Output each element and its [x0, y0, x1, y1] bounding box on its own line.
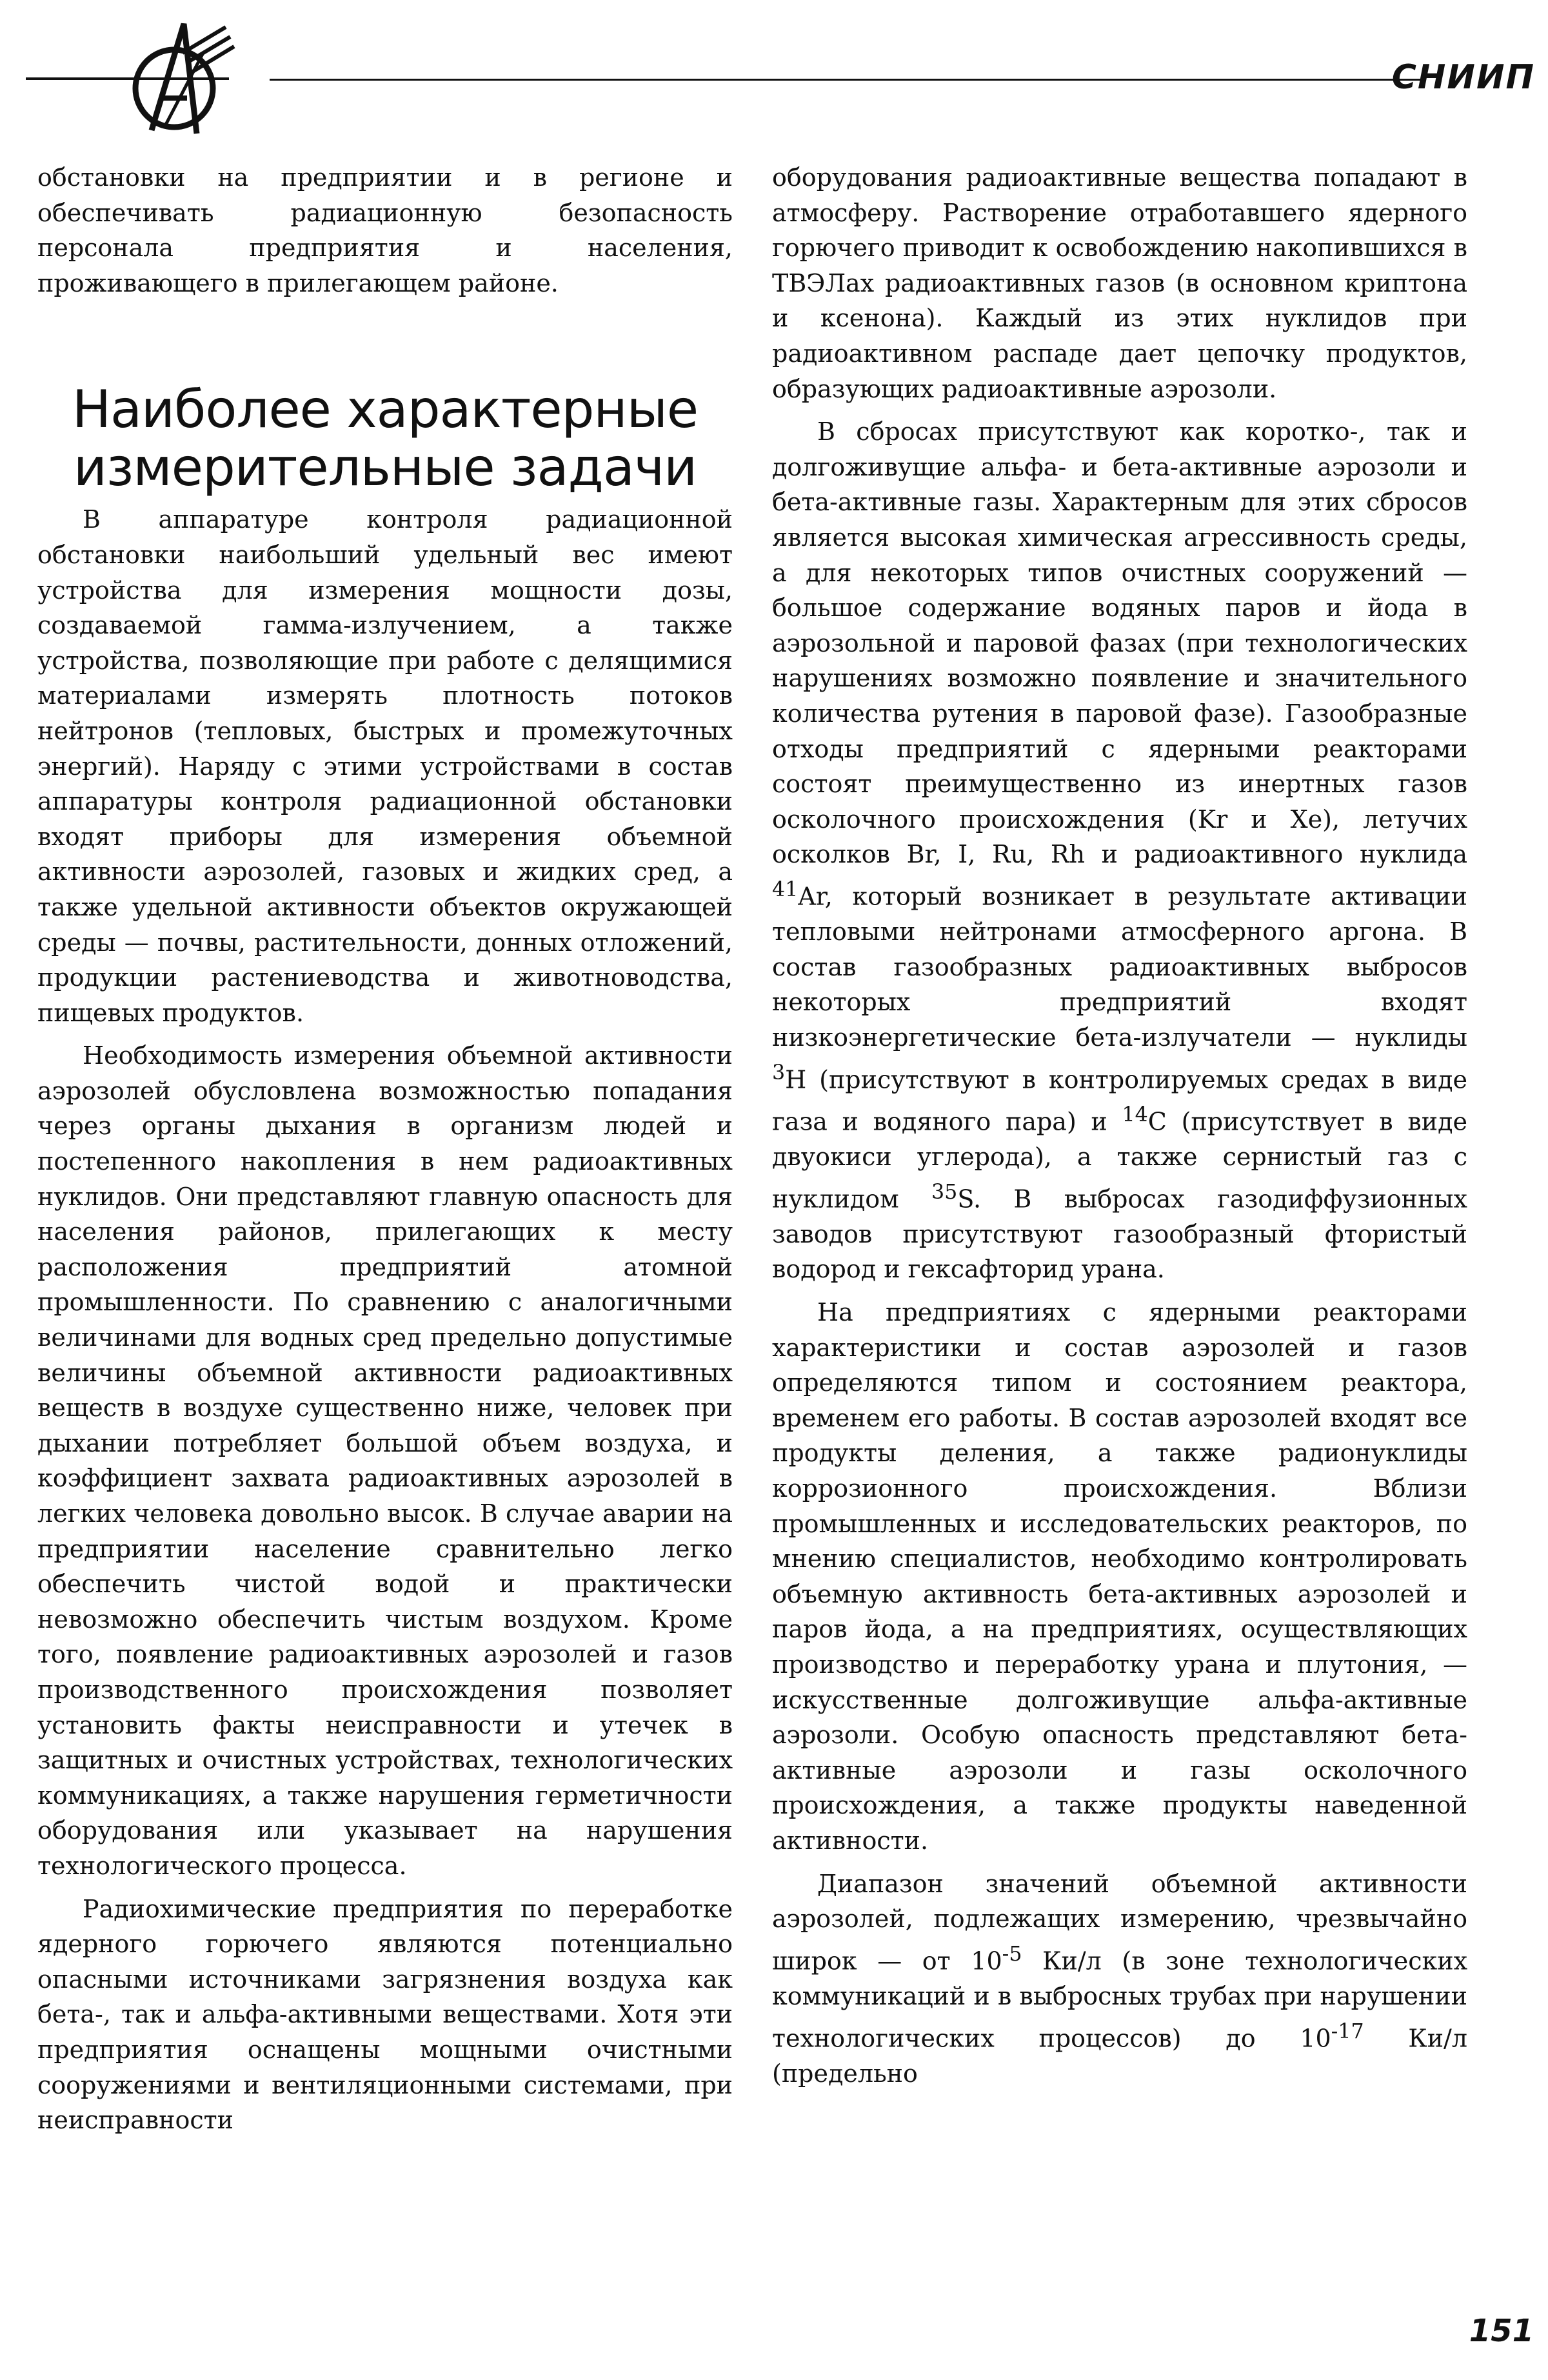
section-heading: Наиболее характерные измерительные задачи — [72, 379, 699, 498]
superscript: -5 — [1002, 1942, 1022, 1966]
text-run: Ки/л (предельно — [772, 2024, 1467, 2088]
left-column — [37, 160, 733, 2138]
body-paragraph: На предприятиях с ядерными реакторами характеристики и состав аэрозолей и газов определяются типом и состоянием реактора, временем его работы. В состав аэрозолей входят все продукты деления, а также радионуклиды коррозионного происхождения. Вблизи промышленных и исследовательских реакторов, по мнению специалистов, необходимо контролировать объемную активность бета-активных аэрозолей и паров йода, а на предприятиях, осуществляющих производство и переработку урана и плутония, — искусственные долгоживущие альфа-активные аэрозоли. Особую опасность представляют бета-активные аэрозоли и газы осколочного происхождения, а также продукты наведенной активности. — [772, 1298, 1467, 1855]
body-paragraph: В аппаратуре контроля радиационной обстановки наибольший удельный вес имеют устройства для измерения мощности дозы, создаваемой гамма-излучением, а также устройства, позволяющие при работе с делящимися материалами измерять плотность потоков нейтронов (тепловых, быстрых и промежуточных энергий). Наряду с этими устройствами в состав аппаратуры контроля радиационной обстановки входят приборы для измерения объемной активности аэрозолей, газовых и жидких сред, а также удельной активности объектов окружающей среды — почвы, растительности, донных отложений, продукции растениеводства и животноводства, пищевых продуктов. — [37, 505, 733, 1027]
header-rule-left — [26, 77, 229, 80]
superscript: 14 — [1122, 1103, 1148, 1126]
text-run: В сбросах присутствуют как коротко-, так и долгоживущие альфа- и бета-активные аэрозоли и бета-активные газы. Характерным для этих сбросов является высокая химическая агрессивность среды, а для некоторых типов очистных сооружений — большое содержание водяных паров и йода в аэрозольной и паровой фазах (при технологических нарушениях возможно появление и значительного количества рутения в паровой фазе). Газообразные отходы предприятий с ядерными реакторами состоят преимущественно из инертных газов осколочного происхождения (Kr и Xe), летучих осколков Br, I, Ru, Rh и радиоактивного нуклида — [772, 417, 1467, 869]
superscript: -17 — [1331, 2019, 1364, 2043]
body-paragraph: Необходимость измерения объемной активности аэрозолей обусловлена возможностью попадания через органы дыхания в организм людей и постепенного накопления в нем радиоактивных нуклидов. Они представляют главную опасность для населения районов, прилегающих к месту расположения предприятий атомной промышленности. По сравнению с аналогичными величинами для водных сред предельно допустимые величины объемной активности радиоактивных веществ в воздухе существенно ниже, человек при дыхании потребляет большой объем воздуха, и коэффициент захвата радиоактивных аэрозолей в легких человека довольно высок. В случае аварии на предприятии население сравнительно легко обеспечить чистой водой и практически невозможно обеспечить чистым воздухом. Кроме того, появление радиоактивных аэрозолей и газов производственного происхождения позволяет установить факты неисправности и утечек в защитных и очистных устройствах, технологических коммуникациях, а также нарушения герметичности оборудования или указывает на нарушения технологического процесса. — [37, 1041, 733, 1880]
text-run: Ar, который возникает в результате активации тепловыми нейтронами атмосферного аргона. В состав газообразных радиоактивных выбросов некоторых предприятий входят низкоэнергетические бета-излучатели — нуклиды — [772, 882, 1467, 1052]
superscript: 35 — [931, 1180, 958, 1204]
text-run: C (присутствует в виде двуокиси углерода), а также сернистый газ с нуклидом — [772, 1107, 1467, 1214]
superscript: 3 — [772, 1061, 786, 1085]
text-run: Ки/л (в зоне технологических коммуникаций и в выбросных трубах при нарушении технологических процессов) до 10 — [772, 1946, 1467, 2053]
superscript: 41 — [772, 877, 799, 901]
continued-paragraph: оборудования радиоактивные вещества попадают в атмосферу. Растворение отработавшего ядерного горючего приводит к освобождению накопившихся в ТВЭЛах радиоактивных газов (в основном криптона и ксенона). Каждый из этих нуклидов при радиоактивном распаде дает цепочку продуктов, образующих радиоактивные аэрозоли. — [772, 163, 1467, 403]
text-run: H (присутствуют в контролируемых средах в виде газа и водяного пара) и — [772, 1065, 1467, 1136]
text-run: S. В выбросах газодиффузионных заводов присутствуют газообразный фтористый водород и гексафторид урана. — [772, 1185, 1467, 1284]
text-run: Диапазон значений объемной активности аэрозолей, подлежащих измерению, чрезвычайно широк — от 10 — [772, 1869, 1467, 1975]
body-paragraph: Радиохимические предприятия по переработке ядерного горючего являются потенциально опасными источниками загрязнения воздуха как бета-, так и альфа-активными веществами. Хотя эти предприятия оснащены мощными очистными сооружениями и вентиляционными системами, при неисправности — [37, 1894, 733, 2135]
body-paragraph — [772, 1866, 1467, 2092]
body-paragraph — [772, 414, 1467, 1287]
right-column — [772, 160, 1467, 2091]
intro-paragraph: обстановки на предприятии и в регионе и обеспечивать радиационную безопасность персонала предприятия и населения, проживающего в прилегающем районе. — [37, 163, 733, 297]
header-rule-right — [270, 79, 1424, 81]
running-title: СНИИП — [1391, 58, 1535, 97]
page-header — [26, 14, 1535, 143]
page-number: 151 — [1469, 2313, 1534, 2349]
